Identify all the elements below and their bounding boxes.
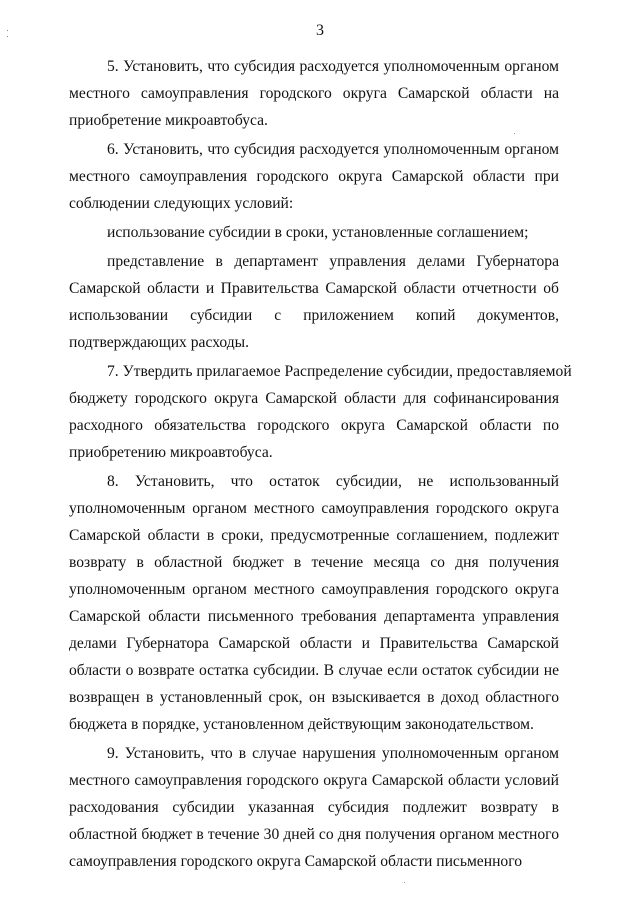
paragraph <box>69 136 559 217</box>
paragraph <box>69 358 572 466</box>
paragraph-line: использовании субсидии с приложением копий документов, <box>69 307 559 324</box>
paragraph-line: Самарской области и Правительства Самарской области отчетности об <box>69 280 559 297</box>
paragraph-line: приобретению микроавтобуса. <box>69 444 273 461</box>
paragraph <box>69 468 559 738</box>
page-number: 3 <box>316 22 324 39</box>
paragraph <box>69 53 559 134</box>
scan-speck <box>404 882 405 883</box>
paragraph-line: областной бюджет в течение 30 дней со дня получения органом местного <box>69 826 559 843</box>
paragraph-line: расходования субсидии указанная субсидия подлежит возврату в <box>69 799 559 816</box>
paragraph-line: делами Губернатора Самарской области и Правительства Самарской <box>69 635 559 652</box>
paragraph <box>69 219 559 246</box>
paragraph-line: приобретение микроавтобуса. <box>69 112 268 129</box>
paragraph-line: 5. Установить, что субсидия расходуется уполномоченным органом <box>107 58 559 75</box>
paragraph-line: использование субсидии в сроки, установленные соглашением; <box>107 224 529 241</box>
paragraph <box>69 248 559 356</box>
paragraph <box>69 740 559 875</box>
paragraph-line: местного самоуправления городского округа Самарской области условий <box>69 772 559 789</box>
paragraph-line: 8. Установить, что остаток субсидии, не использованный <box>107 473 559 490</box>
paragraph-line: подтверждающих расходы. <box>69 334 250 351</box>
paragraph-line: уполномоченным органом местного самоуправления городского округа <box>69 581 559 598</box>
paragraph-line: возвращен в установленный срок, он взыскивается в доход областного <box>69 689 559 706</box>
document-body <box>69 53 572 877</box>
paragraph-line: 9. Установить, что в случае нарушения уполномоченным органом <box>107 745 559 762</box>
paragraph-line: соблюдении следующих условий: <box>69 195 294 212</box>
paragraph-line: 7. Утвердить прилагаемое Распределение субсидии, предоставляемой <box>107 363 572 380</box>
paragraph-line: местного самоуправления городского округа Самарской области на <box>69 85 559 102</box>
paragraph-line: 6. Установить, что субсидия расходуется уполномоченным органом <box>107 141 559 158</box>
paragraph-line: возврату в областной бюджет в течение месяца со дня получения <box>69 554 559 571</box>
paragraph-line: самоуправления городского округа Самарской области письменного <box>69 853 523 870</box>
paragraph-line: Самарской области в сроки, предусмотренные соглашением, подлежит <box>69 527 559 544</box>
scan-speck <box>514 133 515 134</box>
paragraph-line: местного самоуправления городского округа Самарской области при <box>69 168 559 185</box>
paragraph-line: представление в департамент управления делами Губернатора <box>107 253 559 270</box>
paragraph-line: бюджету городского округа Самарской области для софинансирования <box>69 390 559 407</box>
paragraph-line: расходного обязательства городского округа Самарской области по <box>69 417 559 434</box>
paragraph-line: уполномоченным органом местного самоуправления городского округа <box>69 500 559 517</box>
paragraph-line: области о возврате остатка субсидии. В случае если остаток субсидии не <box>69 662 559 679</box>
paragraph-line: бюджета в порядке, установленном действующим законодательством. <box>69 716 534 733</box>
paragraph-line: Самарской области письменного требования департамента управления <box>69 608 559 625</box>
